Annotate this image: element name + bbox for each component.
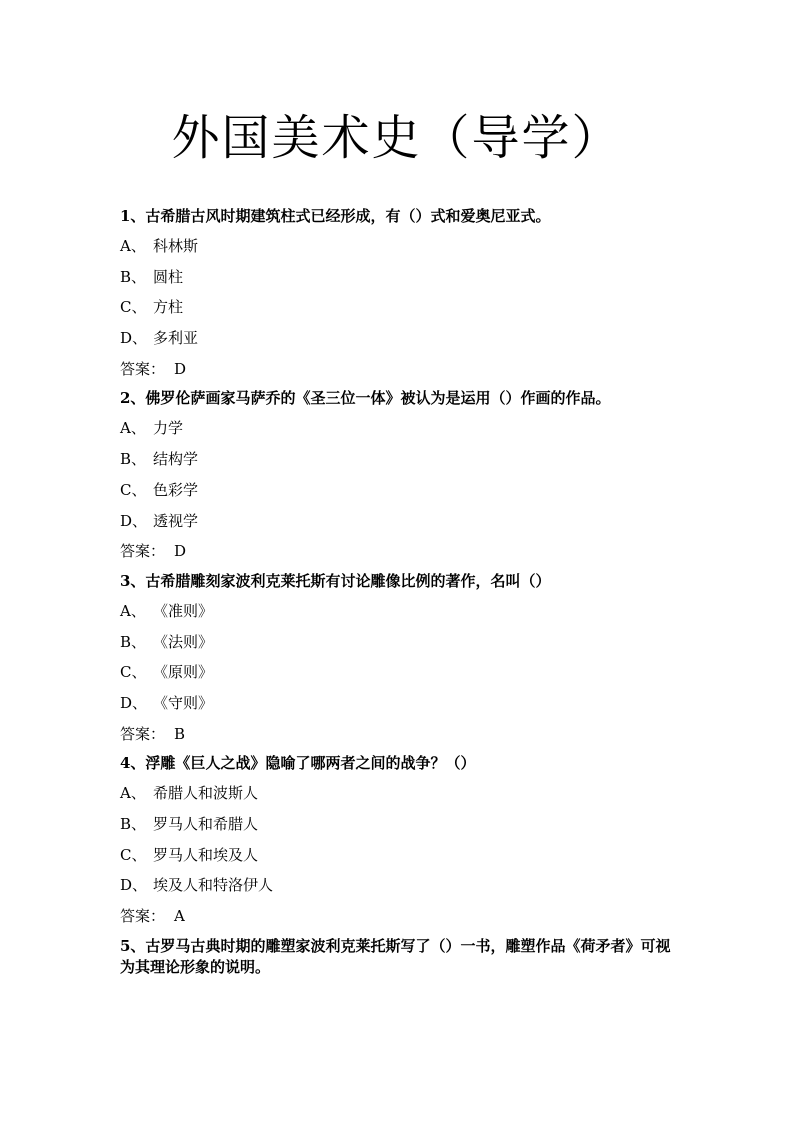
- option-letter: D、: [120, 693, 148, 712]
- option-letter: D、: [120, 876, 148, 895]
- question-3: [120, 571, 680, 745]
- option-a: [120, 600, 680, 622]
- option-letter: D、: [120, 511, 148, 530]
- option-text: 色彩学: [153, 480, 199, 499]
- answer-label: 答案：: [120, 542, 166, 561]
- option-letter: C、: [120, 298, 147, 317]
- option-c: [120, 661, 680, 683]
- option-text: 《守则》: [153, 693, 214, 712]
- option-d: [120, 692, 680, 714]
- answer-label: 答案：: [120, 724, 166, 743]
- option-text: 埃及人和特洛伊人: [153, 876, 274, 895]
- option-text: 圆柱: [153, 267, 184, 286]
- option-text: 方柱: [153, 298, 184, 317]
- option-letter: A、: [120, 784, 146, 803]
- option-text: 结构学: [153, 450, 199, 469]
- question-list: [120, 206, 680, 986]
- question-text: 5、古罗马古典时期的雕塑家波利克莱托斯写了（）一书，雕塑作品《荷矛者》可视为其理论形象的说明。: [120, 936, 671, 976]
- answer-value: D: [174, 359, 187, 378]
- option-letter: B、: [120, 450, 147, 469]
- option-d: [120, 874, 680, 896]
- answer-label: 答案：: [120, 359, 166, 378]
- question-5: [120, 936, 680, 978]
- answer-line: [120, 723, 680, 745]
- option-c: [120, 479, 680, 501]
- option-text: 罗马人和埃及人: [153, 845, 259, 864]
- answer-line: [120, 540, 680, 562]
- option-a: [120, 417, 680, 439]
- option-letter: A、: [120, 601, 146, 620]
- question-text: 1、古希腊古风时期建筑柱式已经形成，有（）式和爱奥尼亚式。: [120, 207, 551, 225]
- option-letter: D、: [120, 329, 148, 348]
- option-letter: C、: [120, 663, 147, 682]
- option-d: [120, 327, 680, 349]
- option-a: [120, 782, 680, 804]
- question-text: 2、佛罗伦萨画家马萨乔的《圣三位一体》被认为是运用（）作画的作品。: [120, 389, 611, 408]
- option-text: 希腊人和波斯人: [153, 784, 259, 803]
- option-letter: B、: [120, 632, 147, 651]
- option-c: [120, 844, 680, 866]
- answer-value: D: [174, 542, 187, 561]
- option-letter: C、: [120, 845, 147, 864]
- answer-line: [120, 905, 680, 927]
- option-text: 《法则》: [153, 632, 214, 651]
- answer-value: B: [174, 724, 186, 743]
- option-letter: C、: [120, 480, 147, 499]
- option-text: 《原则》: [153, 663, 214, 682]
- option-b: [120, 631, 680, 653]
- answer-line: [120, 358, 680, 380]
- option-letter: B、: [120, 267, 147, 286]
- question-1: [120, 206, 680, 380]
- question-text: 3、古希腊雕刻家波利克莱托斯有讨论雕像比例的著作，名叫（）: [120, 571, 551, 590]
- answer-label: 答案：: [120, 907, 166, 926]
- question-text: 4、浮雕《巨人之战》隐喻了哪两者之间的战争？（）: [120, 754, 476, 773]
- option-text: 科林斯: [153, 237, 199, 255]
- option-text: 《准则》: [153, 601, 214, 620]
- option-b: [120, 813, 680, 835]
- question-4: [120, 753, 680, 927]
- document-title: 外国美术史（导学）: [171, 110, 622, 166]
- option-text: 力学: [153, 419, 184, 438]
- option-letter: B、: [120, 815, 147, 833]
- question-2: [120, 388, 680, 562]
- option-b: [120, 448, 680, 470]
- option-text: 多利亚: [153, 329, 199, 348]
- option-text: 透视学: [153, 511, 199, 530]
- option-d: [120, 510, 680, 532]
- option-b: [120, 266, 680, 288]
- option-text: 罗马人和希腊人: [153, 815, 259, 833]
- answer-value: A: [174, 907, 185, 926]
- option-c: [120, 296, 680, 318]
- option-letter: A、: [120, 419, 146, 438]
- option-a: [120, 235, 680, 257]
- option-letter: A、: [120, 237, 146, 255]
